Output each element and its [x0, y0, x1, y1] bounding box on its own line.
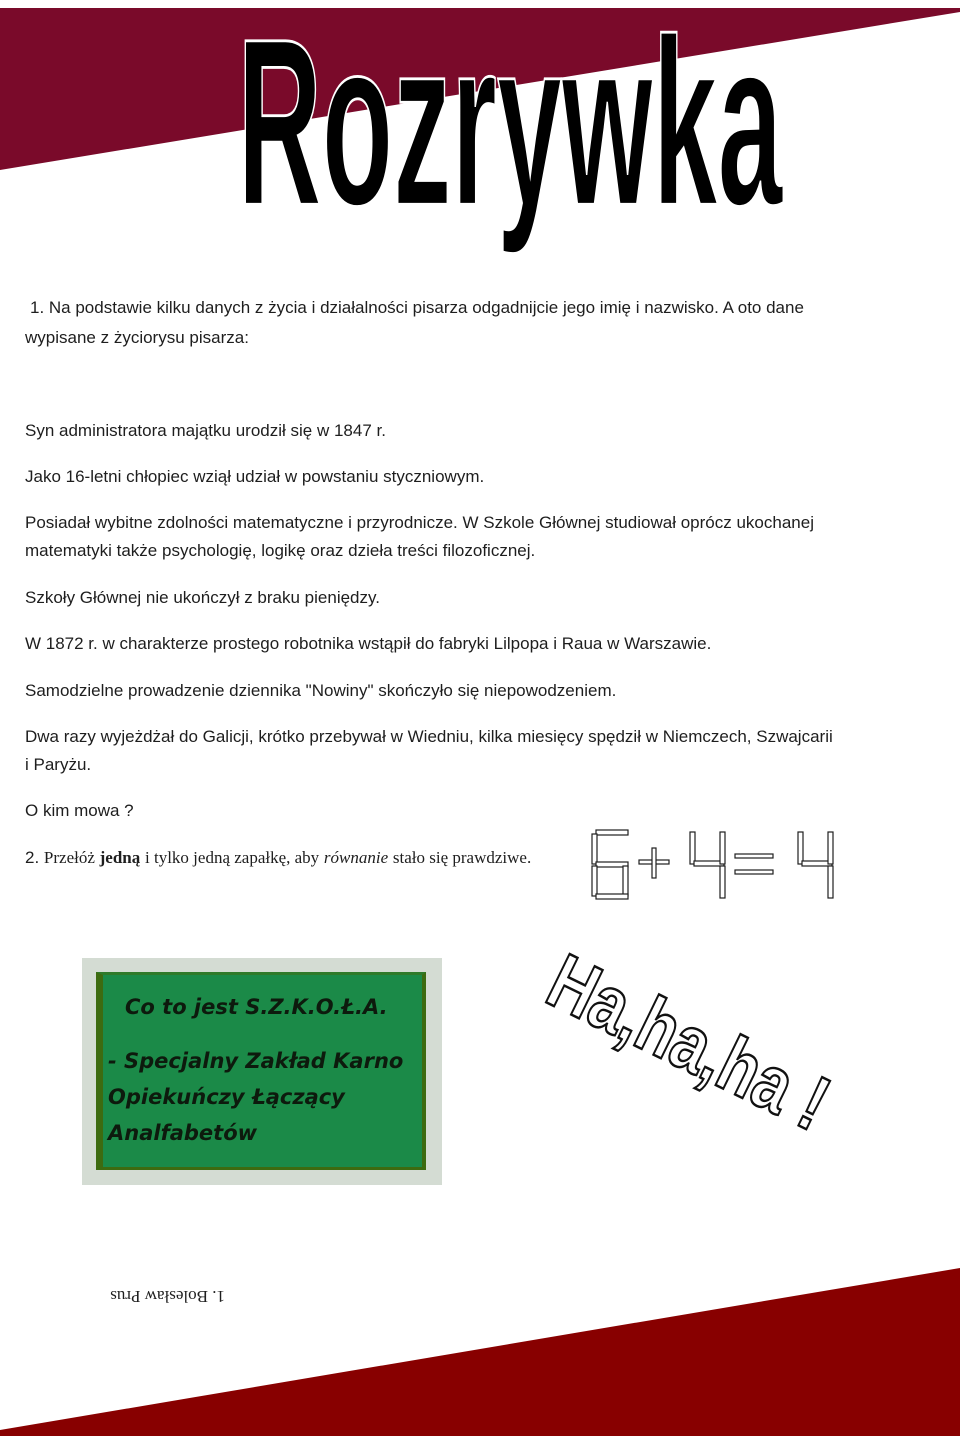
task2-text-b: i tylko jedną zapałkę, aby: [145, 848, 320, 867]
laugh-text: Ha,ha,ha !: [534, 936, 909, 1180]
fact-3-cont: matematyki także psychologię, logikę oraz dzieła treści filozoficznej.: [25, 541, 536, 560]
task1-intro: 1. Na podstawie kilku danych z życia i działalności pisarza odgadnijcie jego imię i nazwisko. A oto dane: [30, 298, 804, 317]
laugh-wordart: [530, 936, 909, 1180]
task2-number: 2.: [25, 848, 40, 867]
fact-7: Dwa razy wyjeżdżał do Galicji, krótko przebywał w Wiedniu, kilka miesięcy spędził w Niemczech, Szwajcarii: [25, 727, 833, 746]
fact-7-cont: i Paryżu.: [25, 755, 92, 774]
joke-answer-line2: Opiekuńczy Łączący: [108, 1085, 345, 1109]
joke-question: Co to jest S.Z.K.O.Ł.A.: [125, 995, 388, 1019]
task1-intro-cont: wypisane z życiorysu pisarza:: [25, 328, 249, 347]
task2-text-c: stało się prawdziwe.: [392, 848, 532, 867]
bottom-banner-shape: [0, 1268, 960, 1436]
fact-1: Syn administratora majątku urodził się w 1847 r.: [25, 421, 386, 440]
fact-2: Jako 16-letni chłopiec wziął udział w powstaniu styczniowym.: [25, 467, 485, 486]
task2-line: [25, 848, 531, 868]
task2-text-a: Przełóż: [43, 848, 95, 867]
fact-4: Szkoły Głównej nie ukończył z braku pieniędzy.: [25, 588, 380, 607]
fact-5: W 1872 r. w charakterze prostego robotnika wstąpił do fabryki Lilpopa i Raua w Warszawie.: [25, 634, 712, 653]
upside-down-answer: 1. Bolesław Prus: [110, 1287, 225, 1306]
fact-6: Samodzielne prowadzenie dziennika "Nowiny" skończyło się niepowodzeniem.: [25, 681, 617, 700]
matchstick-equation: [590, 828, 850, 903]
question: O kim mowa ?: [25, 801, 134, 820]
task2-text-italic: równanie: [323, 848, 389, 867]
title-wordart: [230, 0, 810, 255]
joke-answer-line1: - Specjalny Zakład Karno: [108, 1049, 404, 1073]
joke-answer-line3: Analfabetów: [108, 1121, 258, 1145]
task2-text-bold: jedną: [99, 848, 141, 867]
fact-3: Posiadał wybitne zdolności matematyczne i przyrodnicze. W Szkole Głównej studiował oprócz ukochanej: [25, 513, 814, 532]
page-title: Rozrywka: [237, 0, 784, 255]
bottom-banner: [0, 1260, 960, 1436]
